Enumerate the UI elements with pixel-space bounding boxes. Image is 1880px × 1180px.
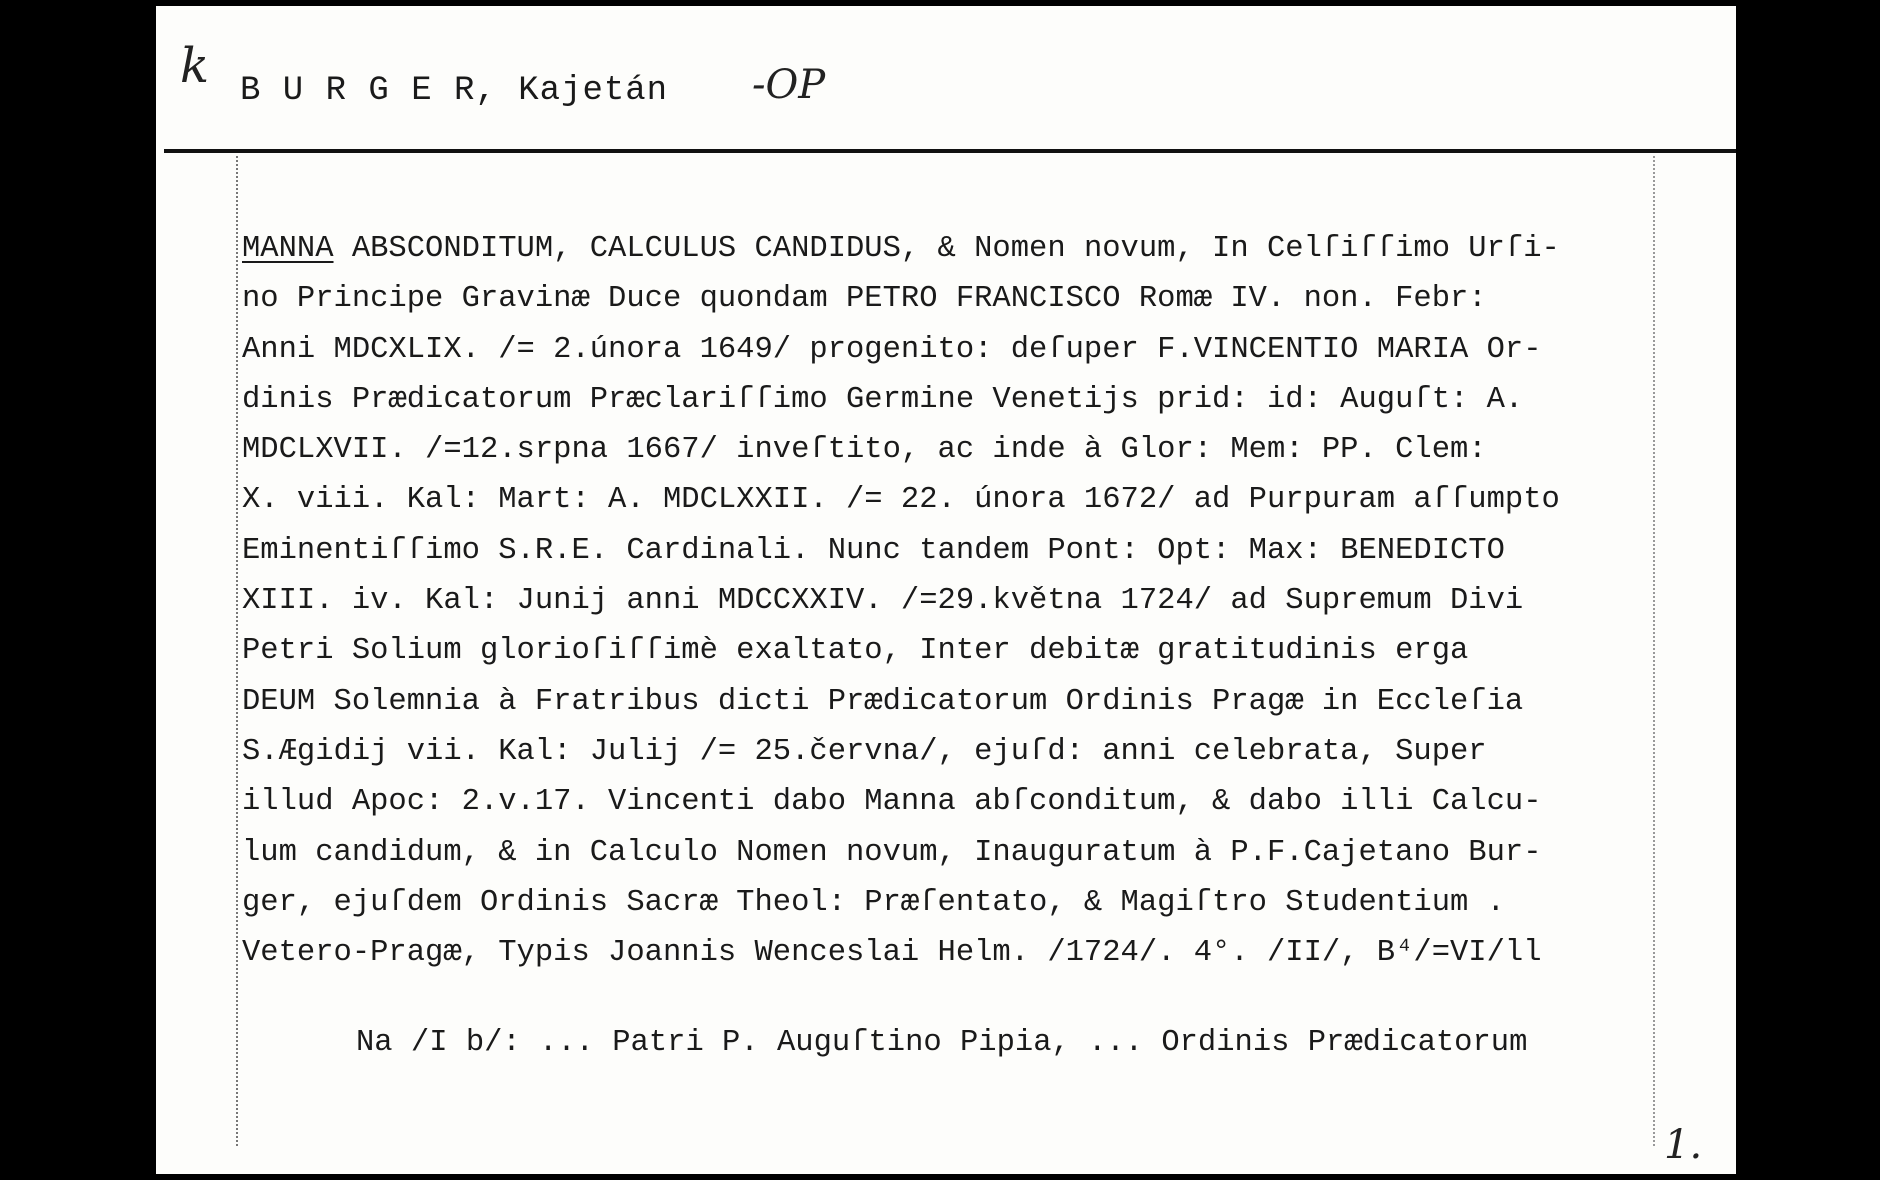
description-line: Eminentiſſimo S.R.E. Cardinali. Nunc tandem Pont: Opt: Max: BENEDICTO <box>242 533 1505 568</box>
dedication-note: Na /I b/: ... Patri P. Auguſtino Pipia, ... Ordinis Prædicatorum <box>356 1026 1528 1060</box>
description-line: Vetero-Pragæ, Typis Joannis Wenceslai Helm. /1724/. 4°. /II/, B⁴/=VI/ll <box>242 936 1542 971</box>
description-line: no Principe Gravinæ Duce quondam PETRO FRANCISCO Romæ IV. non. Febr: <box>242 282 1487 317</box>
description-line: S.Ægidij vii. Kal: Julij /= 25.června/, ejuſd: anni celebrata, Super <box>242 734 1487 769</box>
description-line: lum candidum, & in Calculo Nomen novum, Inauguratum à P.F.Cajetano Bur- <box>242 835 1542 870</box>
description-line: MDCLXVII. /=12.srpna 1667/ inveſtito, ac inde à Glor: Mem: PP. Clem: <box>242 433 1487 468</box>
header-rule <box>164 149 1736 153</box>
handwritten-order-note: -OP <box>752 62 826 108</box>
description-line: MANNA ABSCONDITUM, CALCULUS CANDIDUS, & Nomen novum, In Celſiſſimo Urſi- <box>242 232 1560 266</box>
description-line: XIII. iv. Kal: Junij anni MDCCXXIV. /=29.května 1724/ ad Supremum Divi <box>242 584 1524 619</box>
description-line: dinis Prædicatorum Præclariſſimo Germine Venetijs prid: id: Auguſt: A. <box>242 382 1524 417</box>
handwritten-page-number: 1. <box>1664 1122 1703 1168</box>
title-first-word: MANNA <box>242 232 334 266</box>
title-description <box>242 224 1662 978</box>
handwritten-mark: k <box>180 38 210 94</box>
description-line: illud Apoc: 2.v.17. Vincenti dabo Manna abſconditum, & dabo illi Calcu- <box>242 785 1542 820</box>
catalog-card <box>156 6 1736 1174</box>
description-line: X. viii. Kal: Mart: A. MDCLXXII. /= 22. února 1672/ ad Purpuram aſſumpto <box>242 483 1560 518</box>
description-line: ger, ejuſdem Ordinis Sacræ Theol: Præſentato, & Magiſtro Studentium . <box>242 885 1505 920</box>
description-line: Anni MDCXLIX. /= 2.února 1649/ progenito: deſuper F.VINCENTIO MARIA Or- <box>242 332 1542 367</box>
left-margin-guide <box>236 156 238 1146</box>
author-heading: B U R G E R, Kajetán <box>240 72 669 110</box>
description-line: DEUM Solemnia à Fratribus dicti Prædicatorum Ordinis Pragæ in Eccleſia <box>242 684 1524 719</box>
description-line: Petri Solium glorioſiſſimè exaltato, Inter debitæ gratitudinis erga <box>242 634 1469 669</box>
